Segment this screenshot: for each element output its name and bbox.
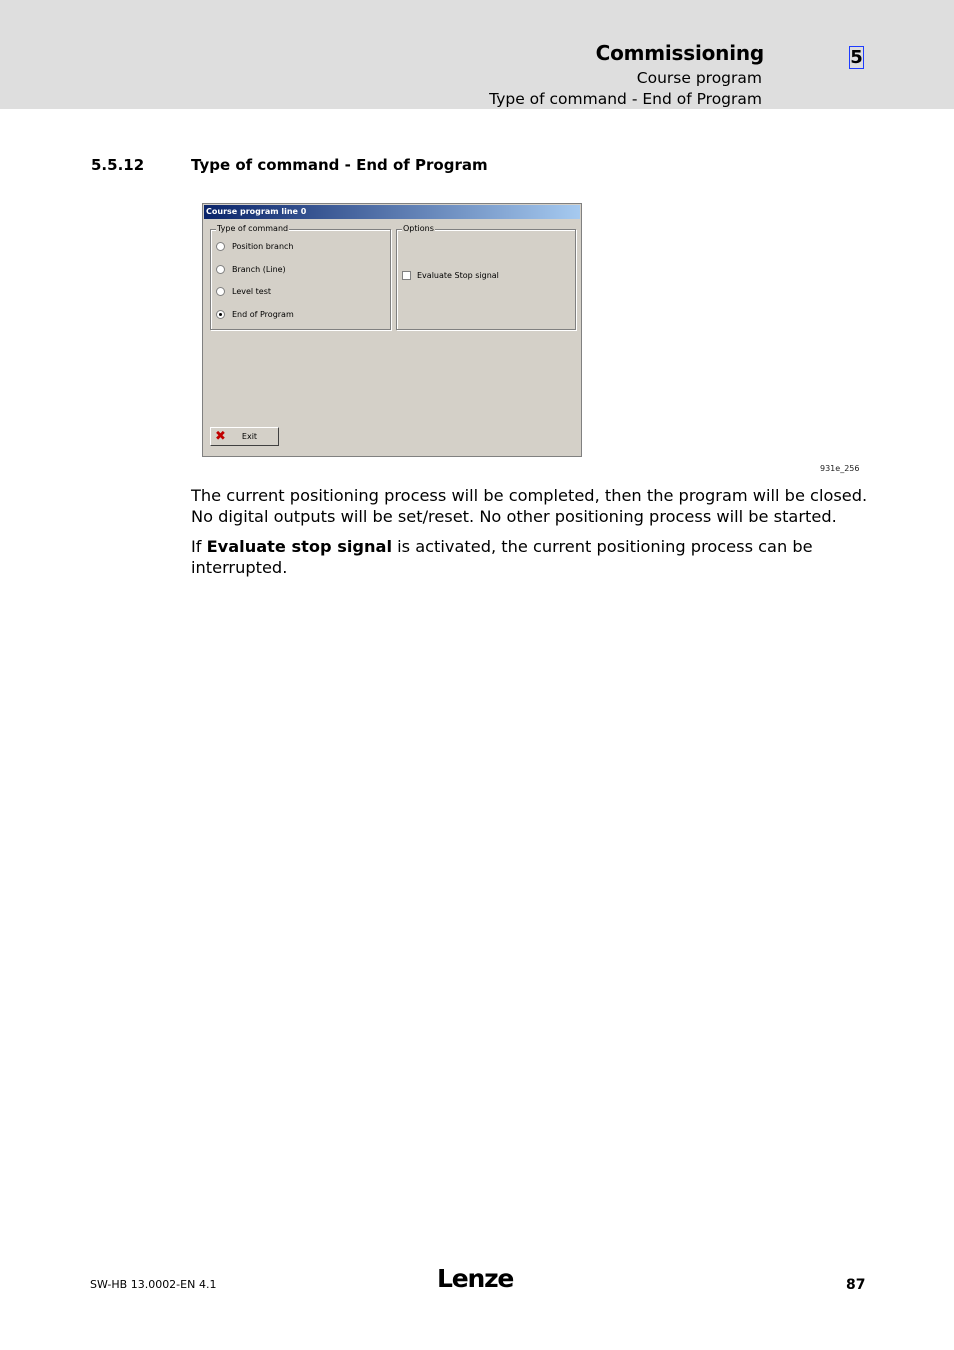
header-title: Commissioning — [595, 41, 764, 65]
footer-doc-id: SW-HB 13.0002-EN — [90, 1278, 196, 1291]
evaluate-stop-signal-checkbox[interactable] — [402, 271, 499, 280]
page-number: 87 — [846, 1277, 866, 1293]
dialog-titlebar: Course program line 0 — [204, 205, 580, 219]
radio-position-branch[interactable] — [216, 242, 294, 251]
radio-button-icon[interactable] — [216, 242, 225, 251]
radio-end-of-program[interactable] — [216, 310, 294, 319]
radio-button-icon[interactable] — [216, 265, 225, 274]
section-title: Type of command - End of Program — [191, 156, 488, 174]
radio-label: Position branch — [232, 242, 294, 251]
type-of-command-group — [210, 224, 391, 330]
header-subtitle-course-program: Course program — [636, 69, 762, 87]
para2-prefix: If — [191, 537, 207, 556]
radio-label: End of Program — [232, 310, 294, 319]
body-paragraph-2 — [191, 536, 881, 578]
header-subtitle-section: Type of command - End of Program — [489, 90, 762, 108]
lenze-logo: Lenze — [437, 1264, 514, 1293]
radio-branch-line[interactable] — [216, 265, 286, 274]
footer-version: 4.1 — [199, 1278, 217, 1291]
checkbox-icon[interactable] — [402, 271, 411, 280]
type-of-command-legend: Type of command — [217, 224, 289, 233]
page-header — [0, 0, 954, 109]
para2-suffix: is activated, the current positioning process can be interrupted. — [191, 537, 813, 577]
radio-button-icon[interactable] — [216, 287, 225, 296]
options-legend: Options — [403, 224, 434, 233]
course-program-dialog — [202, 203, 582, 457]
checkbox-label: Evaluate Stop signal — [417, 271, 499, 280]
close-x-icon: ✖ — [215, 429, 226, 444]
radio-level-test[interactable] — [216, 287, 271, 296]
section-number: 5.5.12 — [91, 156, 145, 174]
figure-caption: 931e_256 — [820, 464, 860, 473]
para2-bold-term: Evaluate stop signal — [206, 537, 392, 556]
options-group — [396, 224, 576, 330]
radio-label: Branch (Line) — [232, 265, 286, 274]
body-paragraph-1: The current positioning process will be completed, then the program will be closed. No digital outputs will be set/reset. No other positioning process will be started. — [191, 486, 868, 526]
exit-button-label: Exit — [241, 432, 258, 441]
radio-label: Level test — [232, 287, 272, 296]
radio-button-selected-icon[interactable] — [216, 310, 225, 319]
chapter-number: 5 — [850, 47, 863, 68]
exit-button[interactable] — [210, 427, 279, 446]
